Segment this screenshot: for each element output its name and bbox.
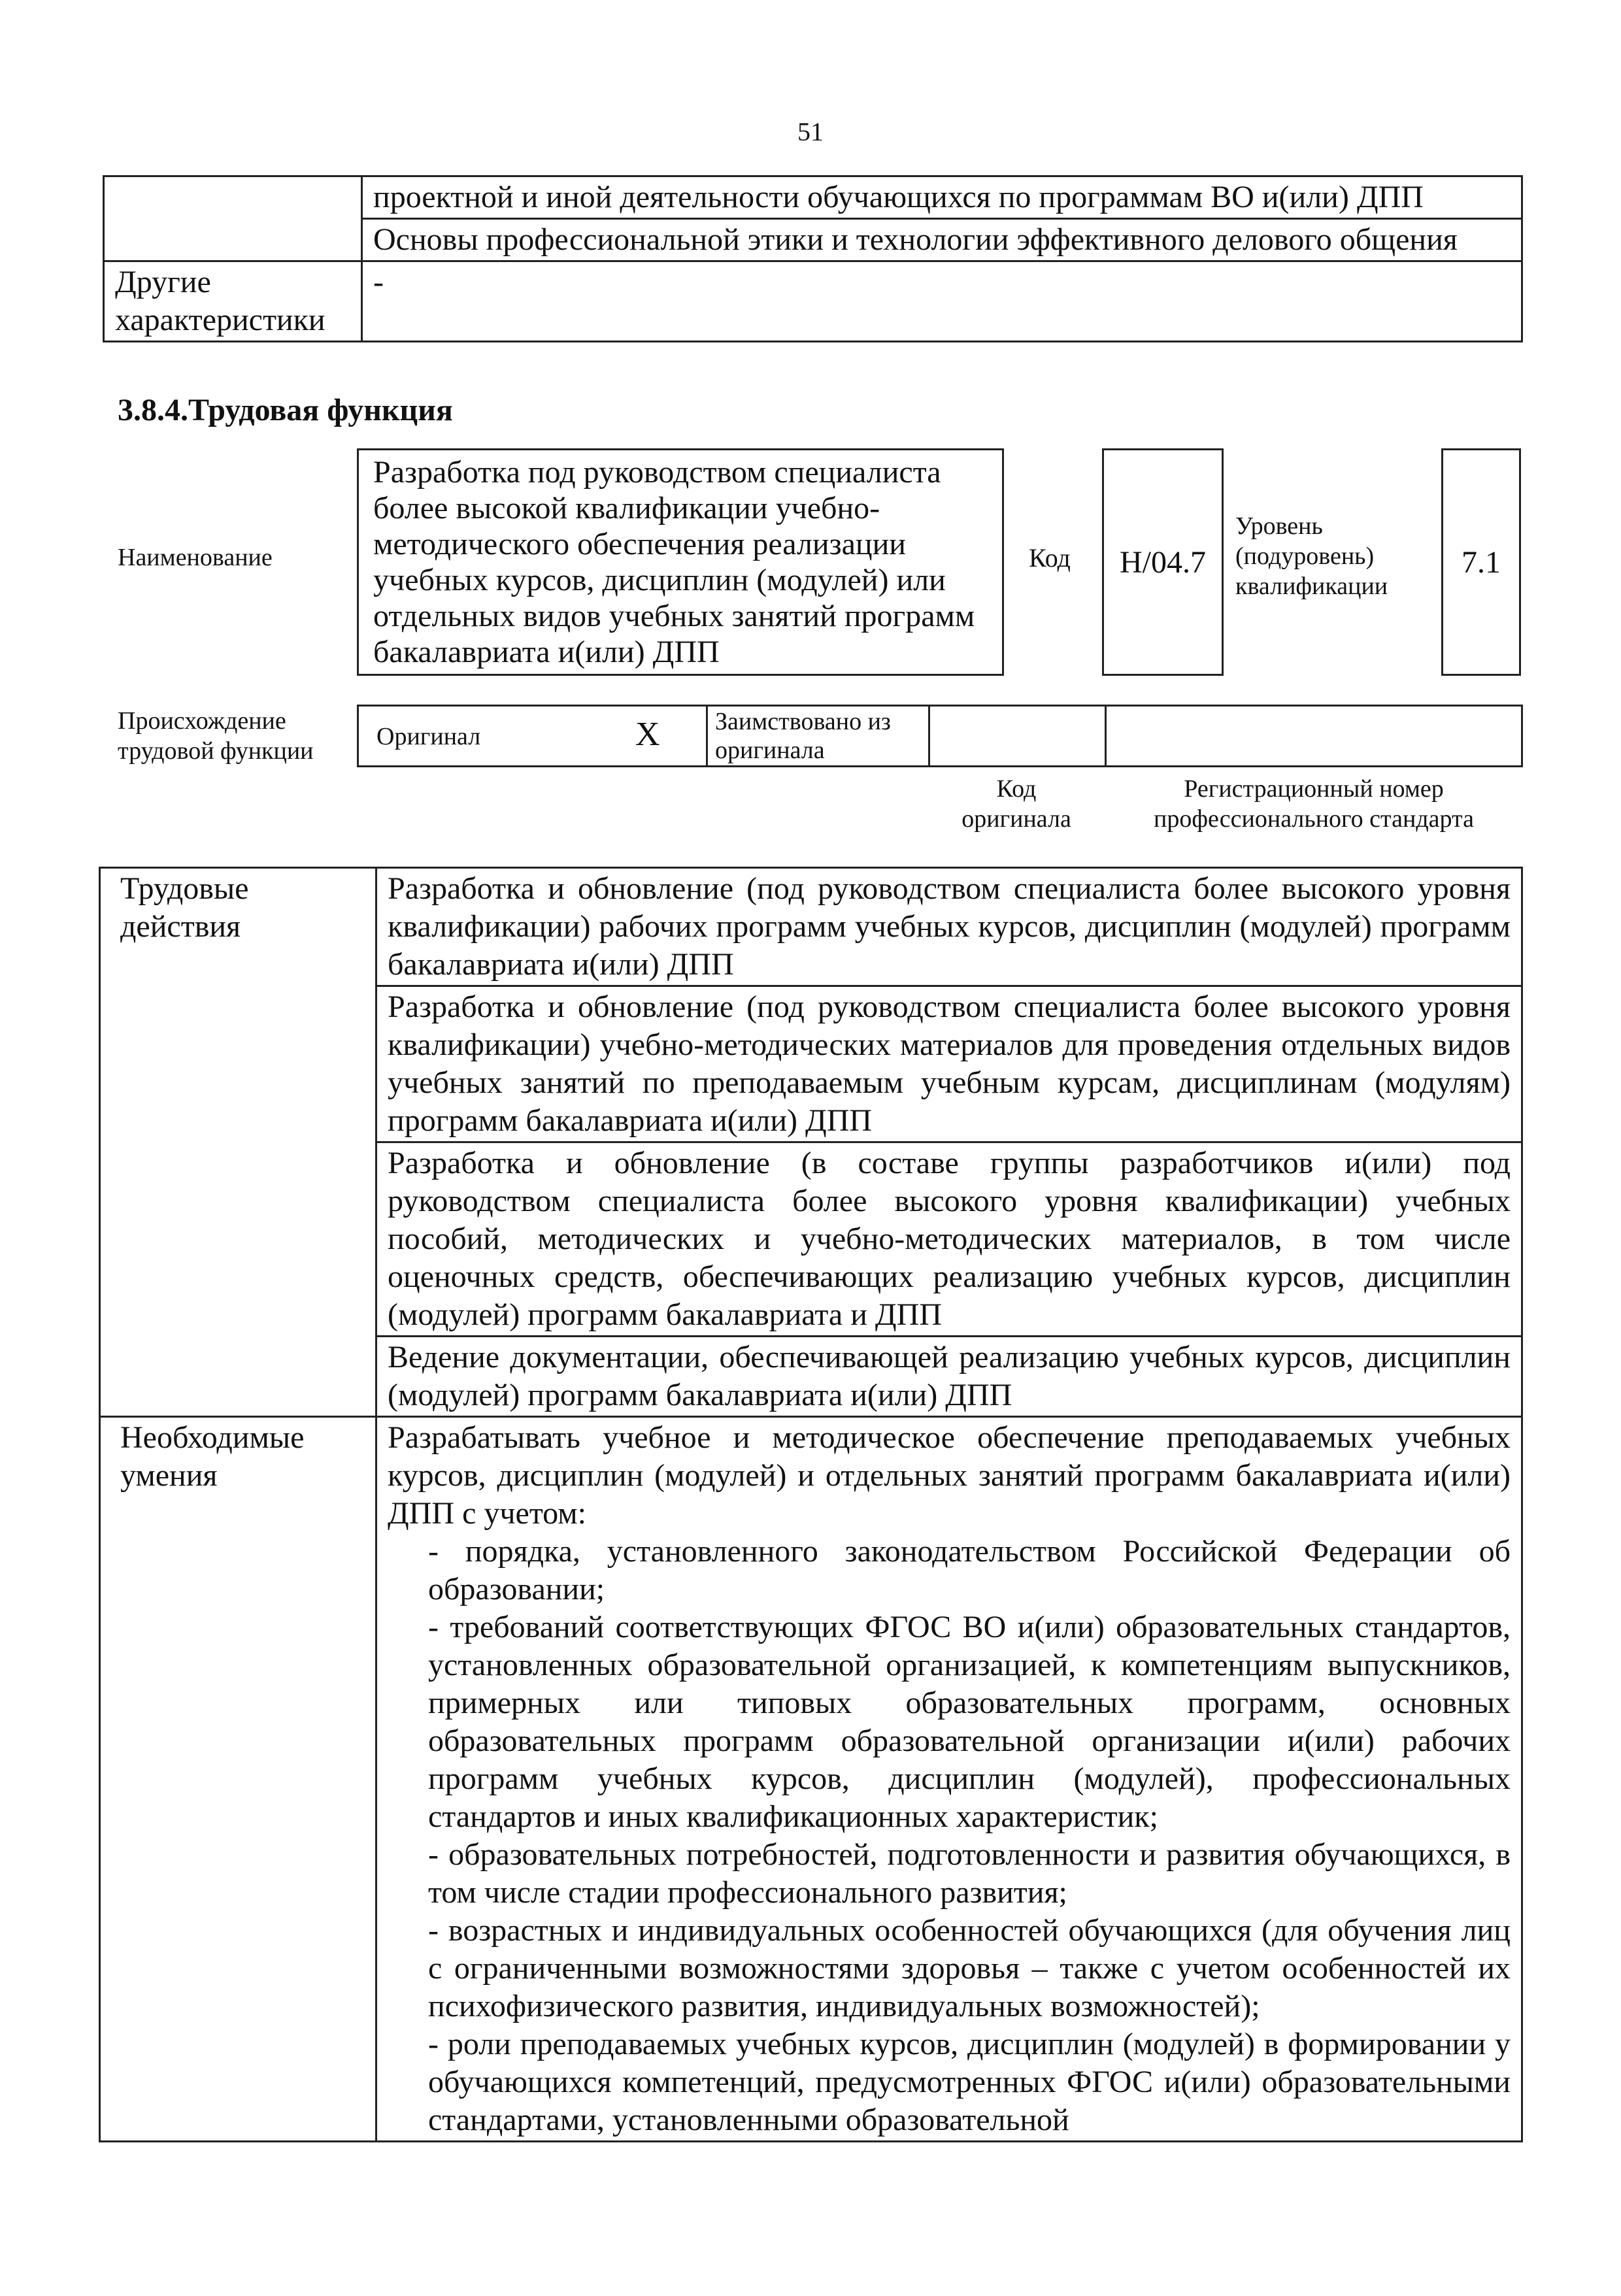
- actions-label: Трудовые действия: [100, 868, 376, 1417]
- function-name: Разработка под руководством специалиста более высокой квалификации учебно-методического обеспечения реализации учебных курсов, дисциплин (модулей) или отдельных видов учебных занятий программ бакалавриата и(или) ДПП: [373, 455, 975, 669]
- origin-box: [357, 705, 1523, 767]
- borrowed-label: Заимствовано из оригинала: [715, 708, 891, 764]
- skills-label: Необходимые умения: [100, 1417, 376, 2142]
- action-item: Ведение документации, обеспечивающей реализацию учебных курсов, дисциплин (модулей) программ бакалавриата и(или) ДПП: [376, 1337, 1522, 1417]
- code-label: Код: [1029, 543, 1071, 573]
- page-number: 51: [797, 117, 824, 146]
- skills-item: - порядка, установленного законодательством Российской Федерации об образовании;: [428, 1534, 1511, 1606]
- row-label: Другие характеристики: [104, 261, 362, 342]
- action-item: Разработка и обновление (под руководством специалиста более высокого уровня квалификации) учебно-методических материалов для проведения отдельных видов учебных занятий по преподаваемым учебным курсам, дисциплинам (модулям) программ бакалавриата и(или) ДПП: [376, 986, 1522, 1142]
- skills-item: - требований соответствующих ФГОС ВО и(или) образовательных стандартов, установленных образовательной организацией, к компетенциям выпускников, примерных или типовых образовательных программ, основных образовательных программ образовательной организации и(или) рабочих программ учебных курсов, дисциплин (модулей), профессиональных стандартов и иных квалификационных характеристик;: [428, 1610, 1511, 1834]
- skills-item: - образовательных потребностей, подготовленности и развития обучающихся, в том числе стадии профессионального развития;: [428, 1837, 1511, 1910]
- level-label: Уровень (подуровень) квалификации: [1235, 512, 1388, 600]
- skills-cell: [376, 1417, 1522, 2142]
- row-label: [104, 176, 362, 261]
- skills-item: - роли преподаваемых учебных курсов, дисциплин (модулей) в формировании у обучающихся компетенций, предусмотренных ФГОС и(или) образовательными стандартами, установленными образовательной: [428, 2027, 1511, 2137]
- action-item: Разработка и обновление (под руководством специалиста более высокого уровня квалификации) рабочих программ учебных курсов, дисциплин (модулей) программ бакалавриата и(или) ДПП: [376, 868, 1522, 986]
- skills-intro: Разрабатывать учебное и методическое обеспечение преподаваемых учебных курсов, дисциплин (модулей) и отдельных занятий программ бакалавриата и(или) ДПП с учетом:: [388, 1420, 1511, 1531]
- top-table: [103, 175, 1523, 342]
- origin-label: Происхождение трудовой функции: [118, 707, 314, 765]
- code-original-caption: Код оригинала: [961, 775, 1071, 833]
- section-heading: 3.8.4.Трудовая функция: [118, 393, 453, 427]
- name-label: Наименование: [118, 544, 273, 571]
- row-text: Основы профессиональной этики и технологии эффективного делового общения: [362, 219, 1522, 261]
- level-value: 7.1: [1462, 544, 1501, 580]
- table-row: [100, 1417, 1522, 2142]
- reg-number-caption: Регистрационный номер профессионального стандарта: [1154, 775, 1474, 833]
- level-box: [1441, 448, 1521, 676]
- action-item: Разработка и обновление (в составе группы разработчиков и(или) под руководством специалиста более высокого уровня квалификации) учебных пособий, методических и учебно-методических материалов, в том числе оценочных средств, обеспечивающих реализацию учебных курсов, дисциплин (модулей) программ бакалавриата и ДПП: [376, 1142, 1522, 1337]
- row-text: проектной и иной деятельности обучающихся по программам ВО и(или) ДПП: [362, 176, 1522, 219]
- original-mark: X: [635, 716, 660, 753]
- function-table: [99, 867, 1523, 2142]
- table-row: [100, 868, 1522, 986]
- code-value: H/04.7: [1120, 544, 1206, 580]
- table-row: [104, 261, 1522, 342]
- function-name-box: [357, 448, 1004, 676]
- original-label: Оригинал: [376, 723, 481, 750]
- row-text: -: [362, 261, 1522, 342]
- skills-item: - возрастных и индивидуальных особенностей обучающихся (для обучения лиц с ограниченными возможностями здоровья – также с учетом особенностей их психофизического развития, индивидуальных возможностей);: [428, 1913, 1511, 2023]
- code-box: [1102, 448, 1224, 676]
- table-row: [104, 176, 1522, 219]
